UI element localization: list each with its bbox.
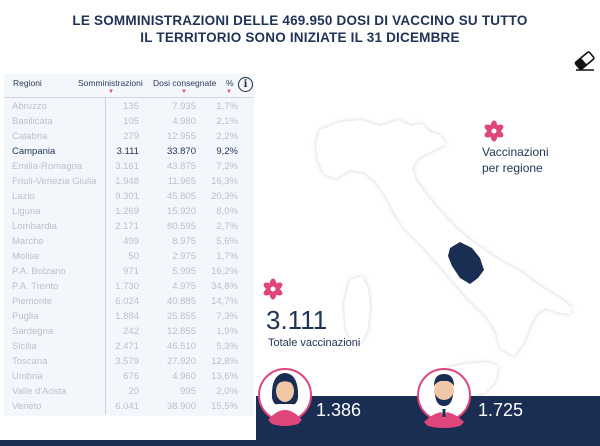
delivered-value: 15.920 bbox=[166, 206, 196, 217]
administered-value: 9.301 bbox=[115, 191, 139, 202]
region-name: Calabria bbox=[12, 131, 48, 142]
table-row[interactable] bbox=[4, 294, 254, 309]
administered-value: 135 bbox=[123, 101, 139, 112]
header-percent-label: % bbox=[226, 78, 234, 88]
table-row[interactable] bbox=[4, 384, 254, 399]
sort-down-icon[interactable]: ▼ bbox=[181, 89, 187, 95]
table-row[interactable] bbox=[4, 234, 254, 249]
percent-value: 7,2% bbox=[216, 161, 238, 172]
table-row[interactable] bbox=[4, 339, 254, 354]
percent-value: 1,7% bbox=[216, 101, 238, 112]
header-administered[interactable] bbox=[78, 78, 143, 95]
administered-value: 2.171 bbox=[115, 221, 139, 232]
region-name: Basilicata bbox=[12, 116, 53, 127]
percent-value: 14,7% bbox=[211, 296, 238, 307]
delivered-value: 25.855 bbox=[166, 311, 196, 322]
administered-value: 105 bbox=[123, 116, 139, 127]
region-name: Puglia bbox=[12, 311, 39, 322]
title-line-2: IL TERRITORIO SONO INIZIATE IL 31 DICEMBRE bbox=[140, 30, 460, 45]
table-row[interactable] bbox=[4, 354, 254, 369]
table-header bbox=[4, 74, 254, 98]
percent-value: 34,8% bbox=[211, 281, 238, 292]
table-row[interactable] bbox=[4, 279, 254, 294]
delivered-value: 38.900 bbox=[166, 401, 196, 412]
delivered-value: 27.920 bbox=[166, 356, 196, 367]
delivered-value: 46.510 bbox=[166, 341, 196, 352]
percent-value: 12,8% bbox=[211, 356, 238, 367]
percent-value: 1,9% bbox=[216, 326, 238, 337]
delivered-value: 45.805 bbox=[166, 191, 196, 202]
delivered-value: 43.875 bbox=[166, 161, 196, 172]
administered-value: 6.041 bbox=[115, 401, 139, 412]
table-row[interactable] bbox=[4, 324, 254, 339]
delivered-value: 2.975 bbox=[172, 251, 196, 262]
flower-icon bbox=[483, 120, 505, 142]
administered-value: 1.730 bbox=[115, 281, 139, 292]
delivered-value: 11.965 bbox=[167, 176, 196, 187]
region-name: Lombardia bbox=[12, 221, 57, 232]
region-name: Valle d'Aosta bbox=[12, 386, 67, 397]
administered-value: 499 bbox=[123, 236, 139, 247]
delivered-value: 12.855 bbox=[166, 326, 196, 337]
header-delivered-label: Dosi consegnate bbox=[153, 78, 217, 88]
table-body bbox=[4, 99, 254, 414]
bottom-stripe bbox=[0, 440, 600, 446]
region-name: Umbria bbox=[12, 371, 43, 382]
table-row[interactable] bbox=[4, 369, 254, 384]
region-name: Emilia-Romagna bbox=[12, 161, 83, 172]
delivered-value: 12.955 bbox=[166, 131, 196, 142]
region-name: Lazio bbox=[12, 191, 35, 202]
percent-value: 2,7% bbox=[216, 221, 238, 232]
page-title bbox=[0, 12, 600, 46]
table-row[interactable] bbox=[4, 249, 254, 264]
administered-value: 1.884 bbox=[115, 311, 139, 322]
region-name: Campania bbox=[12, 146, 56, 157]
region-name: Molise bbox=[12, 251, 40, 262]
map-sardinia bbox=[344, 276, 370, 344]
percent-value: 20,3% bbox=[211, 191, 238, 202]
percent-value: 7,3% bbox=[216, 311, 238, 322]
region-name: Liguria bbox=[12, 206, 41, 217]
table-row[interactable] bbox=[4, 174, 254, 189]
delivered-value: 4.980 bbox=[172, 116, 196, 127]
administered-value: 2.471 bbox=[115, 341, 139, 352]
region-name: Marche bbox=[12, 236, 44, 247]
percent-value: 9,2% bbox=[216, 146, 238, 157]
table-row[interactable] bbox=[4, 144, 254, 159]
percent-value: 2,2% bbox=[216, 131, 238, 142]
flower-icon bbox=[262, 278, 284, 300]
delivered-value: 33.870 bbox=[166, 146, 196, 157]
sort-down-icon[interactable]: ▼ bbox=[108, 89, 114, 95]
delivered-value: 8.975 bbox=[172, 236, 196, 247]
header-delivered[interactable] bbox=[153, 78, 217, 95]
region-name: P.A. Trento bbox=[12, 281, 59, 292]
title-line-1: LE SOMMINISTRAZIONI DELLE 469.950 DOSI DI VACCINO SU TUTTO bbox=[72, 13, 528, 28]
administered-value: 971 bbox=[123, 266, 139, 277]
table-row[interactable] bbox=[4, 204, 254, 219]
percent-value: 2,0% bbox=[216, 386, 238, 397]
region-name: Sicilia bbox=[12, 341, 37, 352]
delivered-value: 40.885 bbox=[166, 296, 196, 307]
percent-value: 15,5% bbox=[211, 401, 238, 412]
percent-value: 16,3% bbox=[211, 176, 238, 187]
percent-value: 2,1% bbox=[216, 116, 238, 127]
administered-value: 1.948 bbox=[115, 176, 139, 187]
delivered-value: 4.975 bbox=[172, 281, 196, 292]
table-row[interactable] bbox=[4, 114, 254, 129]
table-row[interactable] bbox=[4, 399, 254, 414]
percent-value: 1,7% bbox=[216, 251, 238, 262]
table-row[interactable] bbox=[4, 219, 254, 234]
region-name: Friuli-Venezia Giulia bbox=[12, 176, 97, 187]
italy-map bbox=[300, 80, 600, 400]
header-administered-label: Somministrazioni bbox=[78, 78, 143, 88]
header-region[interactable]: Regioni bbox=[13, 78, 42, 88]
administered-value: 3.111 bbox=[116, 146, 139, 157]
region-name: P.A. Bolzano bbox=[12, 266, 66, 277]
info-icon[interactable]: i bbox=[238, 77, 253, 92]
delivered-value: 80.595 bbox=[166, 221, 196, 232]
table-row[interactable] bbox=[4, 309, 254, 324]
administered-value: 50 bbox=[128, 251, 139, 262]
eraser-icon[interactable] bbox=[573, 50, 597, 72]
sort-down-icon[interactable]: ▼ bbox=[226, 89, 232, 95]
administered-value: 242 bbox=[123, 326, 139, 337]
administered-value: 3.579 bbox=[115, 356, 139, 367]
table-row[interactable] bbox=[4, 159, 254, 174]
women-count: 1.386 bbox=[316, 400, 362, 420]
regions-table bbox=[4, 74, 254, 416]
region-name: Abruzzo bbox=[12, 101, 47, 112]
delivered-value: 5.995 bbox=[172, 266, 196, 277]
header-percent[interactable] bbox=[226, 78, 234, 95]
region-name: Sardegna bbox=[12, 326, 54, 337]
percent-value: 8,0% bbox=[216, 206, 238, 217]
delivered-value: 7.935 bbox=[172, 101, 196, 112]
delivered-value: 995 bbox=[180, 386, 196, 397]
percent-value: 13,6% bbox=[211, 371, 238, 382]
administered-value: 676 bbox=[123, 371, 139, 382]
administered-value: 3.161 bbox=[115, 161, 139, 172]
legend-line-1: Vaccinazioni bbox=[482, 145, 549, 159]
table-row[interactable] bbox=[4, 129, 254, 144]
map-legend bbox=[482, 144, 548, 176]
table-row[interactable] bbox=[4, 264, 254, 279]
percent-value: 5,6% bbox=[216, 236, 238, 247]
total-vaccinations-value: 3.111 bbox=[266, 305, 328, 335]
administered-value: 279 bbox=[123, 131, 139, 142]
administered-value: 6.024 bbox=[115, 296, 139, 307]
percent-value: 5,3% bbox=[216, 341, 238, 352]
delivered-value: 4.960 bbox=[172, 371, 196, 382]
woman-avatar-icon bbox=[258, 362, 312, 428]
region-name: Piemonte bbox=[12, 296, 53, 307]
administered-value: 1.269 bbox=[115, 206, 139, 217]
man-avatar-icon bbox=[416, 362, 472, 428]
region-name: Veneto bbox=[12, 401, 42, 412]
administered-value: 20 bbox=[128, 386, 139, 397]
men-count: 1.725 bbox=[478, 400, 524, 420]
total-vaccinations-label: Totale vaccinazioni bbox=[268, 337, 361, 349]
table-row[interactable] bbox=[4, 189, 254, 204]
percent-value: 16,2% bbox=[211, 266, 238, 277]
legend-line-2: per regione bbox=[482, 161, 543, 175]
table-row[interactable] bbox=[4, 99, 254, 114]
region-name: Toscana bbox=[12, 356, 48, 367]
